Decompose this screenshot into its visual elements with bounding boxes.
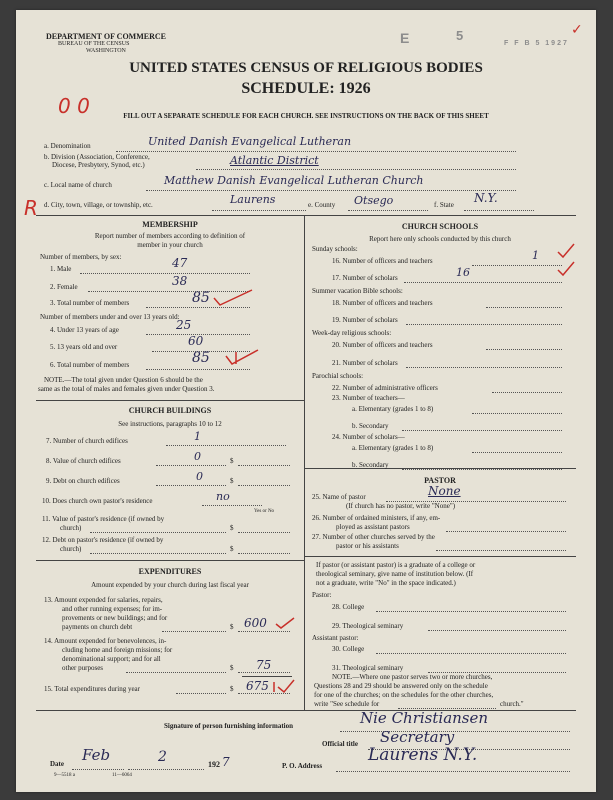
q19-label: 19. Number of scholars bbox=[332, 316, 398, 324]
expenditures-heading: EXPENDITURES bbox=[138, 567, 202, 576]
q2-value: 38 bbox=[172, 274, 188, 288]
date-year-prefix: 192 bbox=[208, 760, 220, 769]
sunday-label: Sunday schools: bbox=[312, 245, 358, 253]
county-value: Otsego bbox=[354, 194, 394, 207]
po-address-value: Laurens N.Y. bbox=[368, 745, 478, 765]
q24a-label: a. Elementary (grades 1 to 8) bbox=[352, 444, 434, 452]
q17-value: 16 bbox=[456, 266, 470, 279]
q23-label: 23. Number of teachers— bbox=[332, 394, 405, 402]
city-town-label: d. City, town, village, or township, etc. bbox=[44, 201, 153, 209]
division-label: b. Division (Association, Conference, bbox=[44, 153, 150, 161]
date-year-suffix: 7 bbox=[222, 755, 230, 769]
q6-label: 6. Total number of members bbox=[50, 361, 130, 369]
q26-label-2: ployed as assistant pastors bbox=[336, 523, 410, 531]
pastor-heading: PASTOR bbox=[424, 476, 456, 485]
date-label: Date bbox=[50, 760, 64, 768]
q29-label: 29. Theological seminary bbox=[332, 622, 404, 630]
q1-label: 1. Male bbox=[50, 265, 72, 273]
q16-label: 16. Number of officers and teachers bbox=[332, 257, 433, 265]
q12-label: 12. Debt on pastor's residence (if owned by bbox=[42, 536, 164, 544]
q4-label: 4. Under 13 years of age bbox=[50, 326, 119, 334]
q15-label: 15. Total expenditures during year bbox=[44, 685, 140, 693]
q20-label: 20. Number of officers and teachers bbox=[332, 341, 433, 349]
q5-label: 5. 13 years old and over bbox=[50, 343, 118, 351]
q14-label: 14. Amount expended for benevolences, in- bbox=[44, 637, 167, 645]
q31-label: 31. Theological seminary bbox=[332, 664, 404, 672]
form-number: 9—5518 a bbox=[54, 773, 75, 778]
membership-intro: Report number of members according to definition of bbox=[94, 232, 246, 240]
q5-value: 60 bbox=[188, 334, 204, 348]
bureau-label: BUREAU OF THE CENSUS bbox=[58, 41, 130, 47]
red-check-top-icon: ✓ bbox=[571, 22, 583, 38]
weekday-label: Week-day religious schools: bbox=[312, 329, 392, 337]
division-value: Atlantic District bbox=[230, 154, 319, 167]
q28-label: 28. College bbox=[332, 603, 365, 611]
q15-dollar: $ bbox=[230, 685, 234, 693]
state-value: N.Y. bbox=[474, 191, 498, 205]
q27-label-2: pastor or his assistants bbox=[336, 542, 399, 550]
q23b-label: b. Secondary bbox=[352, 422, 389, 430]
q14-dollar: $ bbox=[230, 664, 234, 672]
stamp-right: F F B 5 1927 bbox=[504, 40, 569, 47]
q13-label-2: and other running expenses; for im- bbox=[62, 605, 163, 613]
q14-label-4: other purposes bbox=[62, 664, 104, 672]
pastor-note: NOTE.—Where one pastor serves two or more churches, bbox=[332, 673, 493, 681]
q13-label-4: payments on church debt bbox=[62, 623, 133, 631]
q8-value: 0 bbox=[194, 450, 201, 463]
schools-heading: CHURCH SCHOOLS bbox=[401, 222, 479, 231]
buildings-sub: See instructions, paragraphs 10 to 12 bbox=[118, 420, 222, 428]
stamp-left: E bbox=[400, 30, 410, 46]
q9-dollar: $ bbox=[230, 477, 234, 485]
red-check-q13-icon bbox=[274, 616, 296, 630]
state-label: f. State bbox=[434, 201, 454, 209]
q25-label: 25. Name of pastor bbox=[312, 493, 366, 501]
assistant-subheading: Assistant pastor: bbox=[312, 634, 359, 642]
q25-value: None bbox=[428, 484, 461, 498]
pastor-note-3: for one of the churches; on the schedules for the other churches, bbox=[314, 691, 494, 699]
by-sex-label: Number of members, by sex: bbox=[40, 253, 122, 261]
q12-label-2: church) bbox=[60, 545, 82, 553]
q14-value: 75 bbox=[256, 658, 272, 672]
pastor-note-4: write "See schedule for bbox=[314, 700, 380, 708]
q9-value: 0 bbox=[196, 470, 203, 483]
form-title: UNITED STATES CENSUS OF RELIGIOUS BODIES bbox=[129, 60, 483, 76]
parochial-label: Parochial schools: bbox=[312, 372, 364, 380]
q10-value: no bbox=[216, 490, 230, 503]
q2-label: 2. Female bbox=[50, 283, 78, 291]
city-label: WASHINGTON bbox=[86, 48, 126, 54]
church-name-value: Matthew Danish Evangelical Lutheran Church bbox=[164, 174, 424, 187]
by-age-label: Number of members under and over 13 years old: bbox=[40, 313, 180, 321]
official-title-label: Official title bbox=[322, 740, 358, 748]
schools-intro: Report here only schools conducted by this church bbox=[369, 235, 511, 243]
q10-label: 10. Does church own pastor's residence bbox=[42, 497, 153, 505]
official-title-value: Secretary bbox=[380, 728, 455, 746]
denomination-label: a. Denomination bbox=[44, 142, 91, 150]
q13-label-3: provements or new buildings; and for bbox=[62, 614, 168, 622]
red-check-q16-icon bbox=[556, 242, 576, 260]
graduate-note-2: theological seminary, give name of institution below. (If bbox=[316, 570, 474, 578]
form-schedule: SCHEDULE: 1926 bbox=[241, 80, 371, 97]
q14-label-3: denominational support; and for all bbox=[62, 655, 161, 663]
q11-label: 11. Value of pastor's residence (if owned by bbox=[42, 515, 165, 523]
q13-dollar: $ bbox=[230, 623, 234, 631]
q7-label: 7. Number of church edifices bbox=[46, 437, 128, 445]
q13-value: 600 bbox=[244, 616, 267, 630]
po-address-label: P. O. Address bbox=[282, 762, 323, 770]
red-check-q17-icon bbox=[556, 260, 576, 278]
signature-value: Nie Christiansen bbox=[360, 709, 489, 727]
buildings-heading: CHURCH BUILDINGS bbox=[128, 406, 212, 415]
q27-label: 27. Number of other churches served by the bbox=[312, 533, 435, 541]
date-day-value: 2 bbox=[158, 749, 167, 765]
q16-value: 1 bbox=[532, 249, 539, 262]
membership-intro-2: member in your church bbox=[137, 241, 203, 249]
form-instructions: FILL OUT A SEPARATE SCHEDULE FOR EACH CHURCH. SEE INSTRUCTIONS ON THE BACK OF THIS SHEET bbox=[123, 112, 489, 120]
signature-label: Signature of person furnishing information bbox=[164, 722, 293, 730]
q12-dollar: $ bbox=[230, 545, 234, 553]
q1-value: 47 bbox=[172, 256, 188, 270]
q25-note: (If church has no pastor, write "None") bbox=[346, 502, 456, 510]
department-label: DEPARTMENT OF COMMERCE bbox=[46, 32, 167, 41]
city-town-value: Laurens bbox=[230, 193, 276, 206]
expenditures-sub: Amount expended by your church during last fiscal year bbox=[91, 581, 249, 589]
red-check-q3-icon bbox=[212, 288, 260, 308]
pastor-subheading: Pastor: bbox=[312, 591, 332, 599]
q3-value: 85 bbox=[192, 290, 210, 306]
pastor-note-4b: church." bbox=[500, 700, 524, 708]
summer-label: Summer vacation Bible schools: bbox=[312, 287, 403, 295]
census-schedule-sheet bbox=[16, 10, 596, 792]
q3-label: 3. Total number of members bbox=[50, 299, 130, 307]
q23a-label: a. Elementary (grades 1 to 8) bbox=[352, 405, 434, 413]
q15-value: 675 bbox=[246, 679, 269, 693]
q26-label: 26. Number of ordained ministers, if any, em- bbox=[312, 514, 441, 522]
q13-label: 13. Amount expended for salaries, repairs, bbox=[44, 596, 163, 604]
q8-label: 8. Value of church edifices bbox=[46, 457, 121, 465]
q24-label: 24. Number of scholars— bbox=[332, 433, 405, 441]
q17-label: 17. Number of scholars bbox=[332, 274, 398, 282]
q7-value: 1 bbox=[194, 430, 201, 443]
q22-label: 22. Number of administrative officers bbox=[332, 384, 438, 392]
graduate-note-3: not a graduate, write "No" in the space indicated.) bbox=[316, 579, 456, 587]
date-month-value: Feb bbox=[82, 746, 111, 764]
church-name-label: c. Local name of church bbox=[44, 181, 112, 189]
yes-no-hint: Yes or No bbox=[254, 509, 275, 514]
q24b-label: b. Secondary bbox=[352, 461, 389, 469]
membership-note-2: same as the total of males and females given under Question 3. bbox=[38, 385, 215, 393]
red-mark: 0 0 bbox=[58, 94, 90, 118]
membership-heading: MEMBERSHIP bbox=[142, 220, 198, 229]
q18-label: 18. Number of officers and teachers bbox=[332, 299, 433, 307]
denomination-value: United Danish Evangelical Lutheran bbox=[148, 135, 352, 148]
q11-label-2: church) bbox=[60, 524, 82, 532]
division-label-2: Diocese, Presbytery, Synod, etc.) bbox=[52, 161, 145, 169]
q6-value: 85 bbox=[192, 350, 210, 366]
q8-dollar: $ bbox=[230, 457, 234, 465]
red-check-q6-icon bbox=[224, 348, 264, 368]
q14-label-2: cluding home and foreign missions; for bbox=[62, 646, 173, 654]
q9-label: 9. Debt on church edifices bbox=[46, 477, 120, 485]
graduate-note: If pastor (or assistant pastor) is a graduate of a college or bbox=[316, 561, 476, 569]
membership-note: NOTE.—The total given under Question 6 should be the bbox=[44, 376, 203, 384]
stamp-mid: 5 bbox=[456, 28, 464, 43]
form-number-2: 11—6064 bbox=[112, 773, 132, 778]
q30-label: 30. College bbox=[332, 645, 365, 653]
county-label: e. County bbox=[308, 201, 336, 209]
red-r-mark: R bbox=[24, 196, 38, 220]
q21-label: 21. Number of scholars bbox=[332, 359, 398, 367]
pastor-note-2: Questions 28 and 29 should be answered only on the schedule bbox=[314, 682, 488, 690]
q4-value: 25 bbox=[176, 318, 192, 332]
red-check-q15-icon bbox=[272, 678, 298, 694]
q11-dollar: $ bbox=[230, 524, 234, 532]
